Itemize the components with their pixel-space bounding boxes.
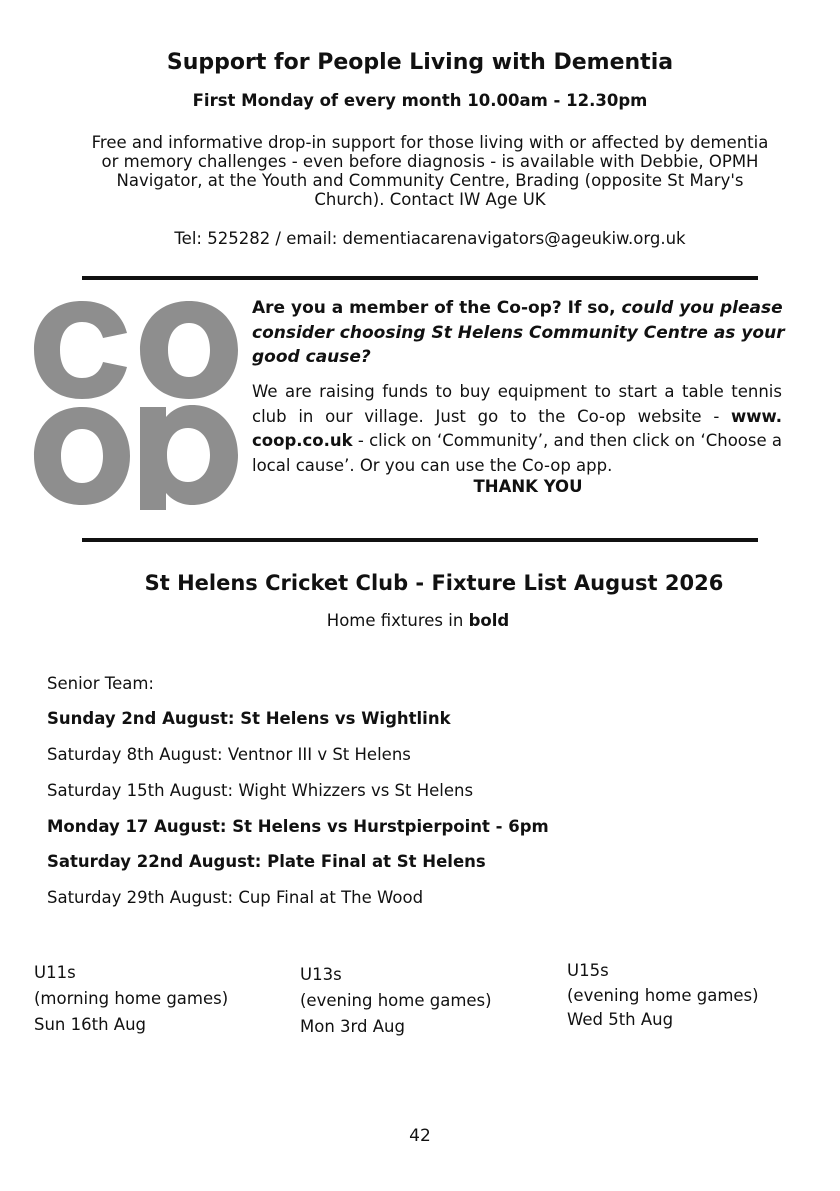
coop-question bbox=[252, 296, 792, 370]
cricket-note-prefix: Home fixtures in bbox=[326, 611, 469, 630]
youth-team-name: U13s bbox=[300, 965, 342, 984]
youth-team-note: (evening home games) bbox=[567, 985, 759, 1005]
coop-body-intro: We are raising funds to buy equipment to start a table tennis club in our village. Just go to the Co-op website - bbox=[252, 382, 782, 426]
youth-team-u13 bbox=[300, 962, 492, 1040]
dementia-contact: Tel: 525282 / email: dementiacarenavigators@ageukiw.org.uk bbox=[174, 229, 686, 248]
senior-team-label: Senior Team: bbox=[47, 674, 154, 693]
coop-thanks: THANK YOU bbox=[473, 477, 583, 496]
fixture-item: Saturday 8th August: Ventnor III v St Helens bbox=[47, 745, 411, 764]
youth-team-date: Wed 5th Aug bbox=[567, 1010, 674, 1029]
fixture-item: Monday 17 August: St Helens vs Hurstpierpoint - 6pm bbox=[47, 817, 549, 836]
dementia-title: Support for People Living with Dementia bbox=[166, 50, 674, 75]
youth-team-note: (morning home games) bbox=[34, 989, 229, 1008]
youth-team-u11 bbox=[34, 960, 228, 1038]
youth-team-date: Sun 16th Aug bbox=[34, 1015, 147, 1034]
coop-logo bbox=[30, 295, 242, 510]
cricket-title: St Helens Cricket Club - Fixture List August 2026 bbox=[144, 571, 724, 595]
dementia-description: Free and informative drop-in support for those living with or affected by dementia or memory challenges - even before diagnosis - is available with Debbie, OPMH Navigator, at the Youth and Community Centre, Brading (opposite St Mary's Church). Contact IW Age UK bbox=[91, 133, 769, 209]
dementia-schedule: First Monday of every month 10.00am - 12.30pm bbox=[192, 91, 648, 110]
youth-team-name: U15s bbox=[567, 961, 609, 980]
coop-question-italic: could you please consider choosing St Helens Community Centre as your good cause? bbox=[252, 298, 785, 367]
youth-team-note: (evening home games) bbox=[300, 991, 492, 1010]
cricket-note-bold: bold bbox=[468, 611, 510, 630]
coop-description bbox=[252, 380, 782, 478]
section-divider bbox=[82, 538, 758, 542]
fixture-item: Saturday 29th August: Cup Final at The Wood bbox=[47, 888, 424, 907]
youth-team-u15 bbox=[567, 959, 759, 1033]
coop-body-outro: - click on ‘Community’, and then click on ‘Choose a local cause’. Or you can use the Co-op app. bbox=[252, 431, 782, 475]
section-divider bbox=[82, 276, 758, 280]
fixture-item: Saturday 15th August: Wight Whizzers vs St Helens bbox=[47, 781, 474, 800]
page-number: 42 bbox=[409, 1126, 431, 1146]
coop-website-link[interactable]: www. coop.co.uk bbox=[252, 406, 782, 450]
youth-team-date: Mon 3rd Aug bbox=[300, 1017, 405, 1036]
fixture-item: Saturday 22nd August: Plate Final at St Helens bbox=[47, 852, 486, 871]
youth-team-name: U11s bbox=[34, 963, 76, 982]
cricket-note bbox=[0, 611, 836, 630]
fixture-item: Sunday 2nd August: St Helens vs Wightlink bbox=[47, 709, 451, 728]
coop-question-plain: Are you a member of the Co-op? If so, bbox=[252, 298, 622, 318]
